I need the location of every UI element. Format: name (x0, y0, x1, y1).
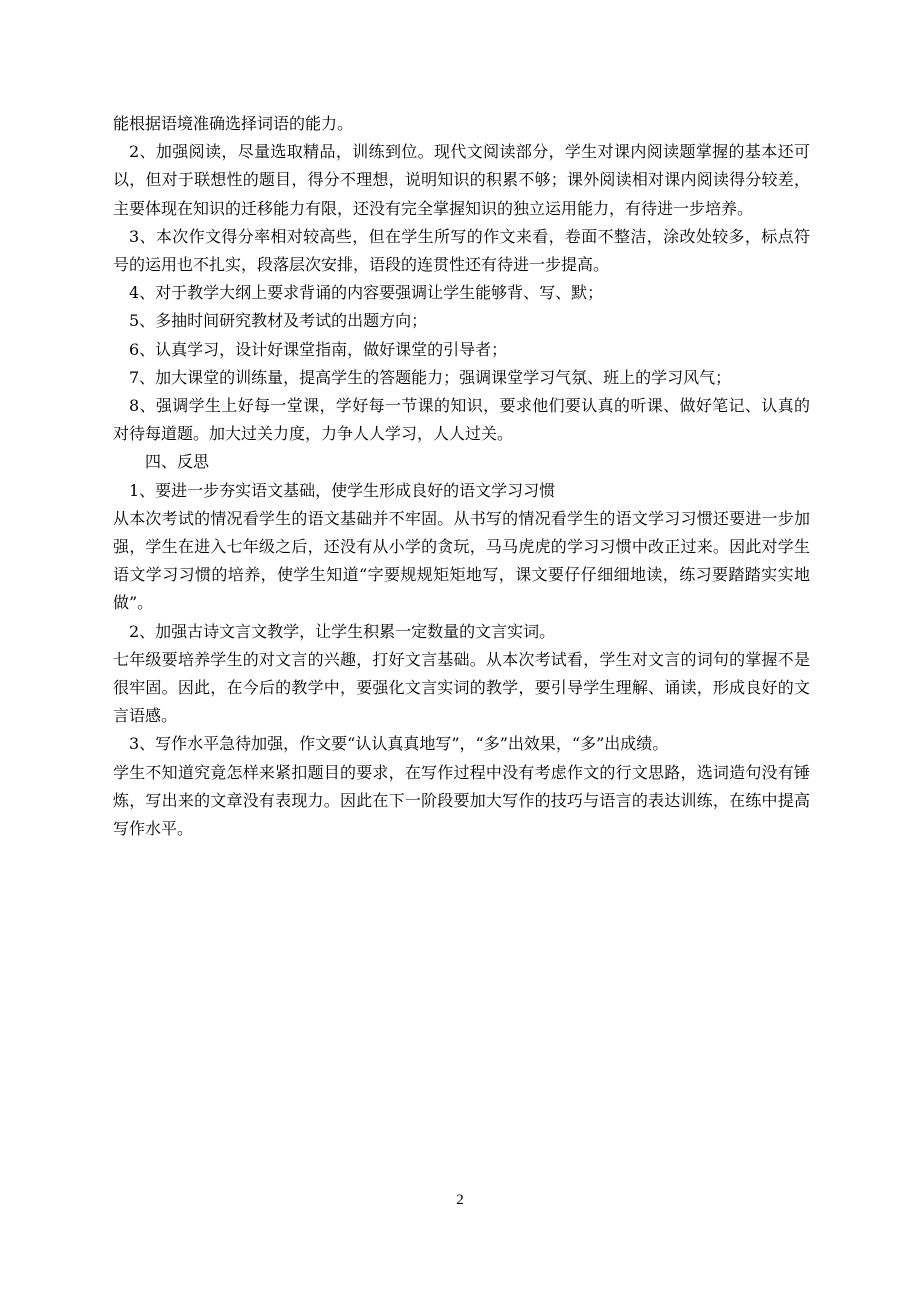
paragraph: 2、加强阅读，尽量选取精品，训练到位。现代文阅读部分，学生对课内阅读题掌握的基本还可以，但对于联想性的题目，得分不理想，说明知识的积累不够；课外阅读相对课内阅读得分较差，主要体现在知识的迁移能力有限，还没有完全掌握知识的独立运用能力，有待进一步培养。 (113, 142, 810, 218)
paragraph: 4、对于教学大纲上要求背诵的内容要强调让学生能够背、写、默； (129, 283, 604, 303)
section-heading: 四、反思 (145, 452, 210, 472)
paragraph: 2、加强古诗文言文教学，让学生积累一定数量的文言实词。 (129, 621, 556, 641)
page-number: 2 (456, 1192, 464, 1208)
paragraph: 1、要进一步夯实语文基础，使学生形成良好的语文学习习惯 (129, 480, 556, 500)
paragraph: 从本次考试的情况看学生的语文基础并不牢固。从书写的情况看学生的语文学习习惯还要进一步加强，学生在进入七年级之后，还没有从小学的贪玩，马马虎虎的学习习惯中改正过来。因此对学生语文学习习惯的培养，使学生知道“字要规规矩矩地写，课文要仔仔细细地读，练习要踏踏实实地做”。 (113, 508, 810, 613)
paragraph: 3、写作水平急待加强，作文要“认认真真地写”，“多”出效果，“多”出成绩。 (129, 734, 669, 754)
paragraph: 3、本次作文得分率相对较高些，但在学生所写的作文来看，卷面不整洁，涂改处较多，标点符号的运用也不扎实，段落层次安排，语段的连贯性还有待进一步提高。 (113, 226, 810, 275)
paragraph: 能根据语境准确选择词语的能力。 (113, 114, 354, 133)
paragraph: 5、多抽时间研究教材及考试的出题方向； (129, 311, 428, 331)
paragraph: 6、认真学习，设计好课堂指南，做好课堂的引导者； (129, 339, 508, 359)
paragraph: 8、强调学生上好每一堂课，学好每一节课的知识，要求他们要认真的听课、做好笔记、认真的对待每道题。加大过关力度，力争人人学习，人人过关。 (113, 396, 810, 444)
document-body (113, 110, 810, 843)
paragraph: 学生不知道究竟怎样来紧扣题目的要求，在写作过程中没有考虑作文的行文思路，选词造句没有锤炼，写出来的文章没有表现力。因此在下一阶段要加大写作的技巧与语言的表达训练，在练中提高写作水平。 (113, 762, 810, 839)
paragraph: 7、加大课堂的训练量，提高学生的答题能力；强调课堂学习气氛、班上的学习风气； (129, 367, 732, 387)
paragraph: 七年级要培养学生的对文言的兴趣，打好文言基础。从本次考试看，学生对文言的词句的掌握不是很牢固。因此，在今后的教学中，要强化文言实词的教学，要引导学生理解、诵读，形成良好的文言语感。 (113, 649, 810, 726)
